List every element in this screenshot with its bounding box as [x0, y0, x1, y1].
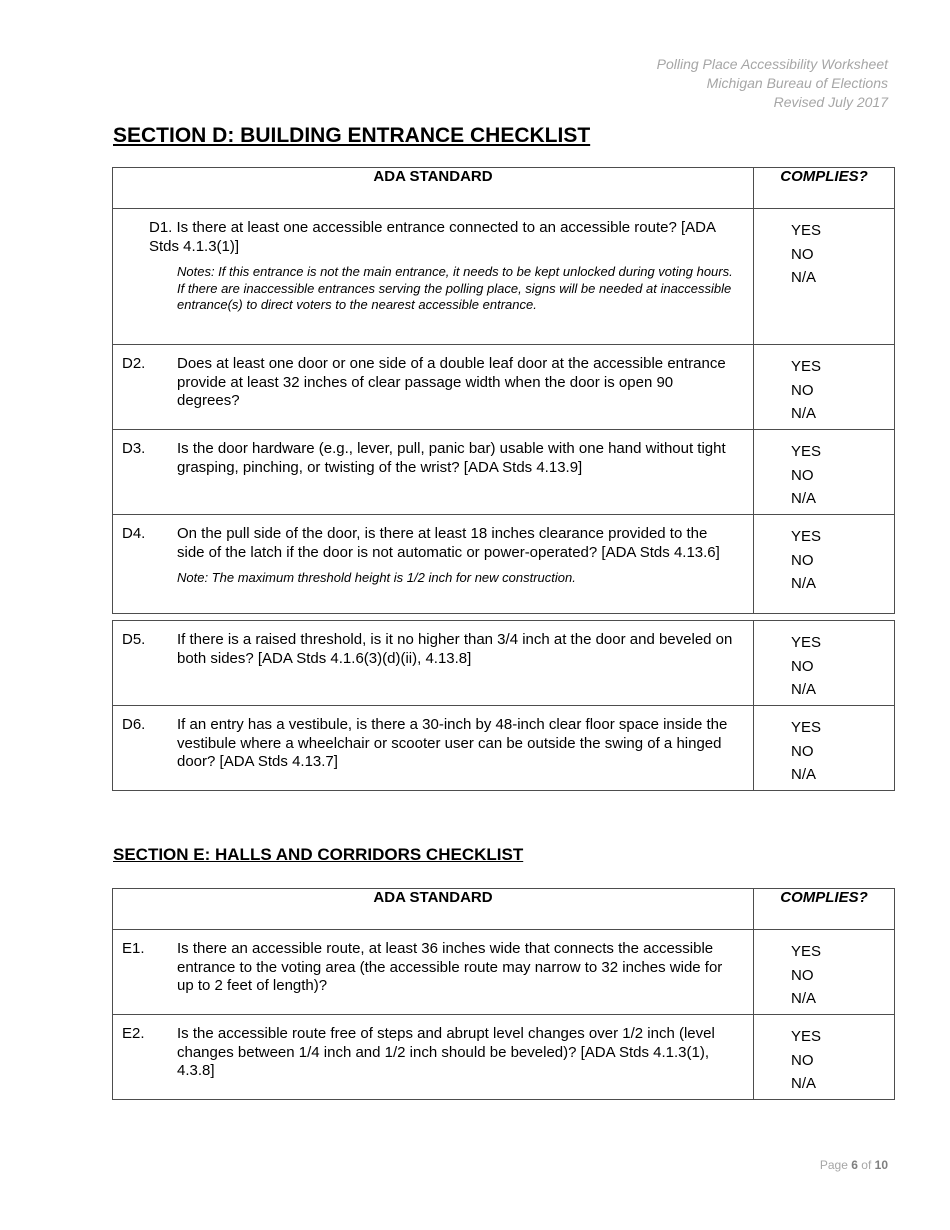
question-number: D2.	[122, 355, 146, 372]
option-no[interactable]: NO	[791, 551, 814, 569]
option-no[interactable]: NO	[791, 742, 814, 760]
question-cell	[113, 621, 754, 706]
header-revision-date: Revised July 2017	[773, 94, 888, 110]
option-no[interactable]: NO	[791, 657, 814, 675]
question-number: E2.	[122, 1025, 145, 1042]
question-text: On the pull side of the door, is there at least 18 inches clearance provided to the side of the latch if the door is not automatic or power-operated? [ADA Stds 4.13.6]	[177, 525, 720, 561]
option-yes[interactable]: YES	[791, 222, 822, 239]
question-number: D5.	[122, 631, 146, 648]
checklist-row-d2	[113, 345, 895, 430]
column-header-complies: COMPLIES?	[754, 168, 895, 209]
complies-cell	[754, 706, 895, 791]
question-text: If an entry has a vestibule, is there a 30-inch by 48-inch clear floor space inside the vestibule where a wheelchair or scooter user can be outside the swing of a hinged door? [ADA Stds 4.13.7]	[177, 716, 728, 770]
option-no[interactable]: NO	[791, 966, 814, 984]
option-na[interactable]: N/A	[791, 990, 817, 1007]
complies-cell	[754, 430, 895, 515]
section-d-table-part1	[112, 167, 895, 614]
option-yes[interactable]: YES	[791, 943, 822, 960]
option-na[interactable]: N/A	[791, 405, 817, 422]
complies-cell	[754, 1015, 895, 1100]
option-na[interactable]: N/A	[791, 269, 817, 286]
question-text: Does at least one door or one side of a double leaf door at the accessible entrance provide at least 32 inches of clear passage width when the door is open 90 degrees?	[177, 355, 726, 409]
question-number: D6.	[122, 716, 146, 733]
page-number	[820, 1158, 888, 1172]
checklist-row-d3	[113, 430, 895, 515]
option-no[interactable]: NO	[791, 381, 814, 399]
option-yes[interactable]: YES	[791, 719, 822, 736]
column-header-standard: ADA STANDARD	[113, 889, 754, 930]
question-cell	[113, 345, 754, 430]
option-na[interactable]: N/A	[791, 681, 817, 698]
column-header-standard: ADA STANDARD	[113, 168, 754, 209]
option-na[interactable]: N/A	[791, 575, 817, 592]
question-text: Is there an accessible route, at least 36 inches wide that connects the accessible entrance to the voting area (the accessible route may narrow to 32 inches wide for up to 2 feet of length)?	[177, 940, 723, 994]
option-yes[interactable]: YES	[791, 528, 822, 545]
question-text: Is the accessible route free of steps and abrupt level changes over 1/2 inch (level changes between 1/4 inch and 1/2 inch should be beveled)? [ADA Stds 4.1.3(1), 4.3.8]	[177, 1025, 715, 1079]
section-d-table-part2	[112, 620, 895, 791]
complies-cell	[754, 345, 895, 430]
option-na[interactable]: N/A	[791, 490, 817, 507]
question-cell	[113, 515, 754, 614]
checklist-row-d1	[113, 209, 895, 345]
question-cell	[113, 706, 754, 791]
question-text: D1. Is there at least one accessible entrance connected to an accessible route? [ADA Stds 4.1.3(1)]	[149, 219, 716, 255]
question-cell	[113, 430, 754, 515]
section-d-title: SECTION D: BUILDING ENTRANCE CHECKLIST	[113, 124, 591, 147]
question-number: E1.	[122, 940, 145, 957]
option-yes[interactable]: YES	[791, 443, 822, 460]
table-header-row	[113, 889, 895, 930]
option-no[interactable]: NO	[791, 1051, 814, 1069]
checklist-row-d4	[113, 515, 895, 614]
table-header-row	[113, 168, 895, 209]
page-current: 6	[851, 1158, 858, 1172]
question-text: Is the door hardware (e.g., lever, pull, panic bar) usable with one hand without tight grasping, pinching, or twisting of the wrist? [ADA Stds 4.13.9]	[177, 440, 726, 476]
question-number: D4.	[122, 525, 146, 542]
complies-cell	[754, 515, 895, 614]
complies-cell	[754, 621, 895, 706]
complies-cell	[754, 209, 895, 345]
question-cell	[113, 209, 754, 345]
question-number: D3.	[122, 440, 146, 457]
option-yes[interactable]: YES	[791, 358, 822, 375]
question-text: If there is a raised threshold, is it no higher than 3/4 inch at the door and beveled on both sides? [ADA Stds 4.1.6(3)(d)(ii), 4.13.8]	[177, 631, 733, 667]
option-no[interactable]: NO	[791, 466, 814, 484]
section-e-table	[112, 888, 895, 1100]
section-e-title: SECTION E: HALLS AND CORRIDORS CHECKLIST	[113, 845, 524, 864]
question-note: Note: The maximum threshold height is 1/2 inch for new construction.	[177, 570, 576, 585]
page-total: 10	[874, 1158, 888, 1172]
header-worksheet-title: Polling Place Accessibility Worksheet	[656, 56, 888, 72]
document-header	[657, 55, 888, 112]
complies-cell	[754, 930, 895, 1015]
option-no[interactable]: NO	[791, 245, 814, 263]
checklist-row-e2	[113, 1015, 895, 1100]
option-na[interactable]: N/A	[791, 766, 817, 783]
checklist-row-e1	[113, 930, 895, 1015]
page-of: of	[861, 1158, 872, 1172]
column-header-complies: COMPLIES?	[754, 889, 895, 930]
question-cell	[113, 930, 754, 1015]
checklist-row-d5	[113, 621, 895, 706]
question-note: Notes: If this entrance is not the main entrance, it needs to be kept unlocked during voting hours. If there are inaccessible entrances serving the polling place, signs will be needed at inaccessible entrance(s) to direct voters to the nearest accessible entrance.	[177, 264, 733, 312]
option-yes[interactable]: YES	[791, 1028, 822, 1045]
question-cell	[113, 1015, 754, 1100]
checklist-row-d6	[113, 706, 895, 791]
header-agency: Michigan Bureau of Elections	[706, 75, 888, 91]
page-label: Page	[819, 1158, 848, 1172]
option-na[interactable]: N/A	[791, 1075, 817, 1092]
option-yes[interactable]: YES	[791, 634, 822, 651]
